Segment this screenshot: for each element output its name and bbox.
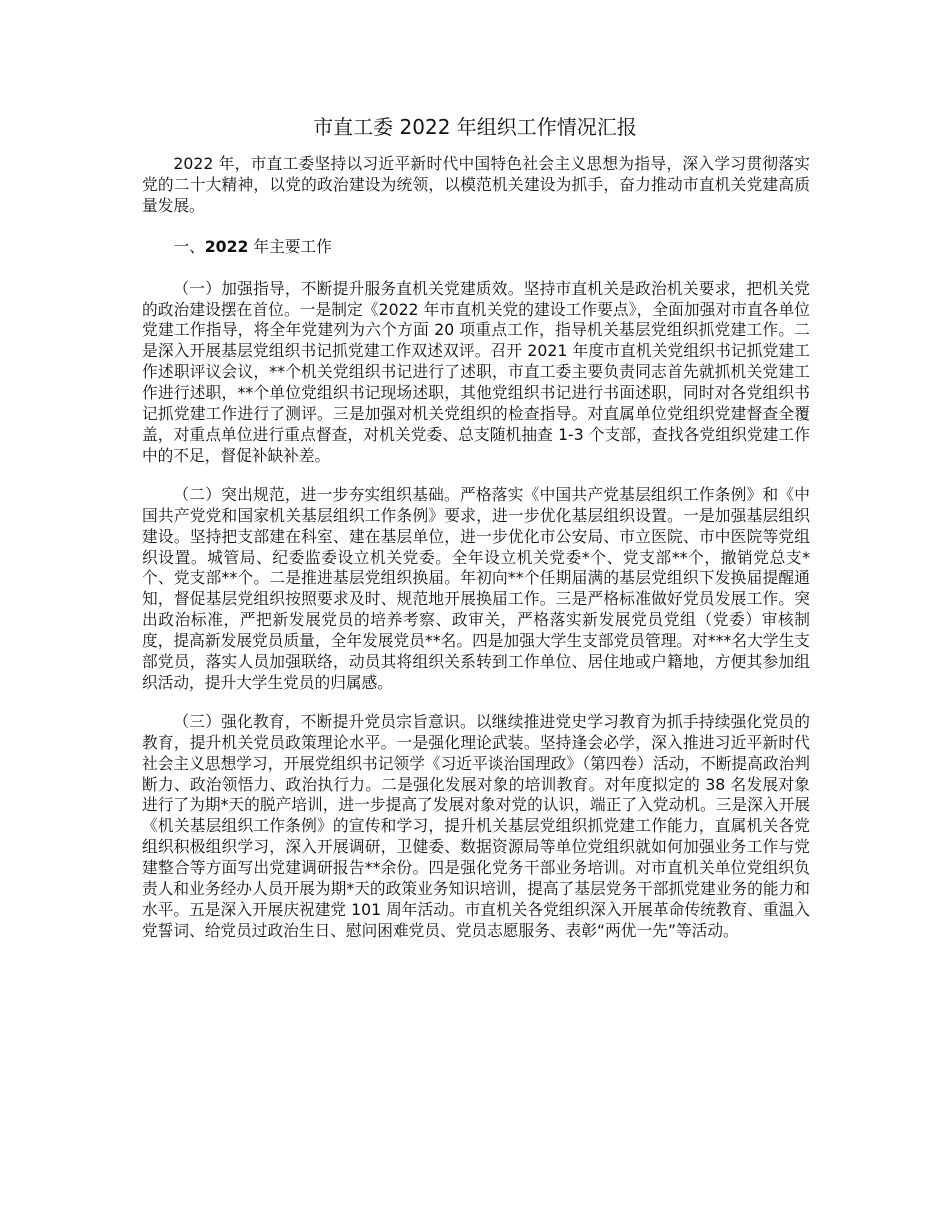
section-heading-year: 2022 (204, 236, 249, 256)
paragraph-education: （三）强化教育，不断提升党员宗旨意识。以继续推进党史学习教育为抓手持续强化党员的教育，提升机关党员政策理论水平。一是强化理论武装。坚持逢会必学，深入推进习近平新时代社会主义思想学习，开展党组织书记领学《习近平谈治国理政》（第四卷）活动，不断提高政治判断力、政治领悟力、政治执行力。二是强化发展对象的培训教育。对年度拟定的 38 名发展对象进行了为期*天的脱产培训，进一步提高了发展对象对党的认识，端正了入党动机。三是深入开展《机关基层组织工作条例》的宣传和学习，提升机关基层党组织抓党建工作能力，直属机关各党组织积极组织学习，深入开展调研，卫健委、数据资源局等单位党组织就如何加强业务工作与党建整合等方面写出党建调研报告**余份。四是强化党务干部业务培训。对市直机关单位党组织负责人和业务经办人员开展为期*天的政策业务知识培训，提高了基层党务干部抓党建业务的能力和水平。五是深入开展庆祝建党 101 周年活动。市直机关各党组织深入开展革命传统教育、重温入党誓词、给党员过政治生日、慰问困难党员、党员志愿服务、表彰“两优一先”等活动。 (142, 711, 810, 940)
document-title: 市直工委 2022 年组织工作情况汇报 (313, 115, 637, 139)
section-heading-1 (142, 237, 810, 258)
intro-paragraph: 2022 年，市直工委坚持以习近平新时代中国特色社会主义思想为指导，深入学习贯彻落实党的二十大精神，以党的政治建设为统领，以模范机关建设为抓手，奋力推动市直机关党建高质量发展。 (142, 154, 810, 215)
paragraph-guidance: （一）加强指导，不断提升服务直机关党建质效。坚持市直机关是政治机关要求，把机关党的政治建设摆在首位。一是制定《2022 年市直机关党的建设工作要点》，全面加强对市直各单位党建工作指导，将全年党建列为六个方面 20 项重点工作，指导机关基层党组织抓党建工作。二是深入开展基层党组织书记抓党建工作双述双评。召开 2021 年度市直机关党组织书记抓党建工作述职评议会议，**个机关党组织书记进行了述职，市直工委主要负责同志首先就抓机关党建工作进行述职，**个单位党组织书记现场述职，其他党组织书记进行书面述职，同时对各党组织书记抓党建工作进行了测评。三是加强对机关党组织的检查指导。对直属单位党组织党建督查全覆盖，对重点单位进行重点督查，对机关党委、总支随机抽查 1-3 个支部，查找各党组织党建工作中的不足，督促补缺补差。 (142, 278, 810, 465)
section-heading-text: 年主要工作 (248, 236, 332, 256)
document-body (142, 154, 810, 960)
section-heading-prefix: 一、 (173, 236, 205, 256)
paragraph-standards: （二）突出规范，进一步夯实组织基础。严格落实《中国共产党基层组织工作条例》和《中国共产党党和国家机关基层组织工作条例》要求，进一步优化基层组织设置。一是加强基层组织建设。坚持把支部建在科室、建在基层单位，进一步优化市公安局、市立医院、市中医院等党组织设置。城管局、纪委监委设立机关党委。全年设立机关党委*个、党支部**个，撤销党总支*个、党支部**个。二是推进基层党组织换届。年初向**个任期届满的基层党组织下发换届提醒通知，督促基层党组织按照要求及时、规范地开展换届工作。三是严格标准做好党员发展工作。突出政治标准，严把新发展党员的培养考察、政审关，严格落实新发展党员党组（党委）审核制度，提高新发展党员质量，全年发展党员**名。四是加强大学生支部党员管理。对***名大学生支部党员，落实人员加强联络，动员其将组织关系转到工作单位、居住地或户籍地，方便其参加组织活动，提升大学生党员的归属感。 (142, 484, 810, 692)
